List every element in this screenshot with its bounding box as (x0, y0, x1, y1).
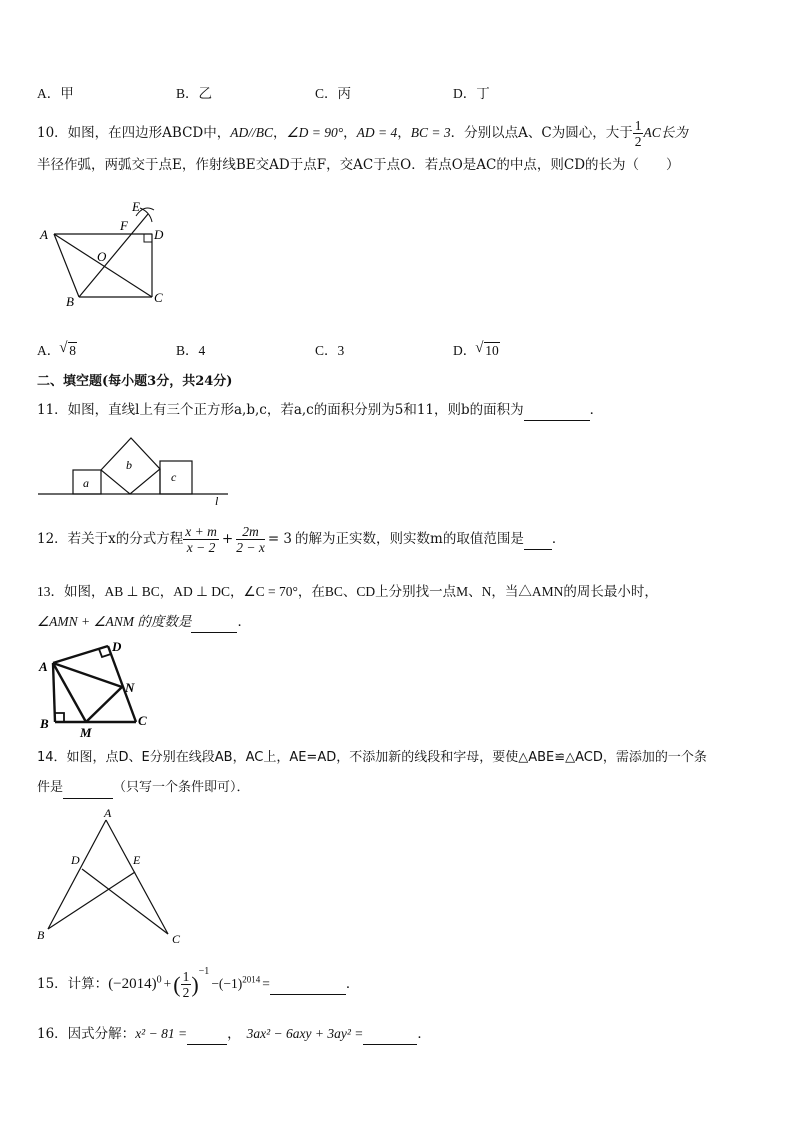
q15-eq: = (262, 976, 270, 991)
q10-frac-num: 1 (634, 118, 642, 133)
q13-label-d: D (112, 639, 122, 654)
q15-left-paren: ( (173, 971, 181, 997)
q11-label-l: l (215, 494, 219, 508)
q15-minus: −(−1) (211, 976, 243, 991)
q13-line2 (37, 612, 251, 633)
q12-eq: = 3 (267, 531, 293, 547)
q15-plus: + (163, 976, 172, 991)
q15-right-paren: ) (191, 971, 199, 997)
q14-line1: 14．如图，点D、E分别在线段AB，AC上，AE=AD，不添加新的线段和字母，要使△ABE≌△ACD，需添加的一个条 (37, 750, 707, 765)
q16-expr1: x² − 81 = (135, 1026, 188, 1041)
q13-end: ． (237, 614, 251, 630)
q13-label-c: C (138, 713, 147, 728)
q11-text: 11．如图，直线l上有三个正方形a,b,c，若a,c的面积分别为5和11，则b的面积为 (37, 402, 524, 418)
q13-label-n: N (125, 680, 135, 695)
q11-blank (524, 400, 590, 421)
q9-option-a: A．甲 (37, 86, 74, 101)
q10-option-d-label: D． (453, 343, 477, 358)
q13-label-a: A (39, 659, 48, 674)
q13-label-b: B (40, 716, 49, 731)
q10-text1: 10．如图，在四边形ABCD中， (37, 125, 231, 141)
q10-frac-den: 2 (634, 134, 642, 149)
q12-f1-den: x − 2 (186, 540, 216, 555)
q10-cond1: AD//BC (230, 125, 274, 140)
q9-option-b: B．乙 (176, 86, 213, 101)
q10-cond3: AD = 4 (356, 125, 398, 140)
q14-line2-post: （只写一个条件即可）． (113, 780, 250, 795)
q15-fraction (181, 969, 192, 1000)
q15-exp1: 0 (156, 974, 162, 986)
q10-option-a-label: A． (37, 343, 61, 358)
q10-text2: ．分别以点A、C为圆心，大于 (450, 125, 633, 141)
q15-frac-num: 1 (182, 969, 190, 985)
q11-figure (36, 425, 236, 510)
q16-end: ． (417, 1026, 431, 1042)
q10-option-a-sqrt: √ 8 (68, 342, 77, 359)
q15-exp2: −1 (198, 966, 210, 977)
q10-figure (36, 198, 176, 313)
q13-figure (36, 636, 166, 740)
q11-label-a: a (83, 476, 89, 490)
q10-option-c: C．3 (315, 343, 345, 358)
q12-f2-num: 2m (236, 524, 265, 540)
q15-line (37, 962, 359, 1000)
q14-line2-pre: 件是 (37, 780, 64, 795)
q13-label-m: M (80, 725, 92, 740)
q15-end: ． (345, 976, 360, 991)
q13-line2-text: ∠AMN + ∠ANM 的度数是 (37, 614, 192, 629)
q16-pre: 16．因式分解： (37, 1026, 136, 1042)
q12-fraction-2 (236, 524, 265, 555)
q10-sep1: ， (273, 125, 287, 141)
q10-option-d-sqrt: √ 10 (484, 342, 500, 359)
q16-blank-1 (187, 1024, 227, 1045)
q16-sep: ， (227, 1026, 241, 1042)
q14-line2 (37, 778, 250, 799)
q10-label-d: D (154, 227, 164, 242)
q14-label-c: C (172, 932, 181, 946)
q15-exp3: 2014 (242, 974, 261, 985)
q12-fraction-1 (183, 524, 219, 555)
q16-expr2: 3ax² − 6axy + 3ay² = (246, 1026, 364, 1041)
q15-blank (270, 974, 346, 995)
q11-label-b: b (126, 458, 132, 472)
q10-label-e: E (132, 199, 140, 214)
q14-label-d: D (71, 853, 80, 867)
q10-label-a: A (40, 227, 48, 242)
q9-option-d: D．丁 (453, 86, 490, 101)
q16-blank-2 (363, 1024, 417, 1045)
q16-line (37, 1024, 431, 1045)
section-2-heading: 二、填空题(每小题3分，共24分) (37, 374, 233, 389)
q10-line1 (37, 118, 688, 149)
q11-line (37, 400, 603, 421)
q15-pre: 15．计算： (37, 976, 109, 992)
q12-f2-den: 2 − x (236, 540, 265, 555)
q14-label-b: B (37, 928, 45, 942)
q10-label-b: B (66, 294, 74, 309)
q12-pre: 12．若关于x的分式方程 (37, 531, 184, 547)
q10-label-c: C (154, 290, 163, 305)
q10-option-b: B．4 (176, 343, 206, 358)
q12-end: ． (551, 531, 566, 547)
q10-label-f: F (120, 218, 128, 233)
q10-option-d (453, 339, 500, 359)
q12-line (37, 524, 565, 555)
q14-blank (63, 778, 113, 799)
q13-line1: 13．如图，AB ⊥ BC，AD ⊥ DC，∠C = 70°，在BC、CD上分别找一点M、N，当△AMN的周长最小时， (37, 584, 658, 599)
q10-line2: 半径作弧，两弧交于点E，作射线BE交AD于点F，交AC于点O．若点O是AC的中点，则CD的长为（ ） (37, 157, 680, 173)
q10-sep3: ， (397, 125, 411, 141)
q13-blank (191, 612, 237, 633)
q10-fraction (633, 118, 644, 149)
q14-label-a: A (104, 806, 112, 820)
q12-plus: + (221, 531, 234, 547)
q10-sep2: ， (343, 125, 357, 141)
q14-figure (34, 805, 194, 947)
q11-end: ． (589, 402, 604, 418)
q10-cond4: BC = 3 (410, 125, 451, 140)
q11-label-c: c (171, 470, 177, 484)
q12-f1-num: x + m (185, 524, 217, 539)
q10-text3: AC长为 (643, 125, 688, 140)
q14-label-e: E (133, 853, 141, 867)
q15-frac-den: 2 (182, 985, 190, 1001)
q9-option-c: C．丙 (315, 86, 352, 101)
q12-post: 的解为正实数，则实数m的取值范围是 (295, 531, 524, 547)
q10-label-o: O (97, 249, 107, 264)
q15-expr1: (−2014) (108, 976, 157, 992)
q10-option-a (37, 339, 77, 359)
q12-blank (524, 529, 552, 550)
q10-cond2: ∠D = 90° (286, 125, 344, 140)
